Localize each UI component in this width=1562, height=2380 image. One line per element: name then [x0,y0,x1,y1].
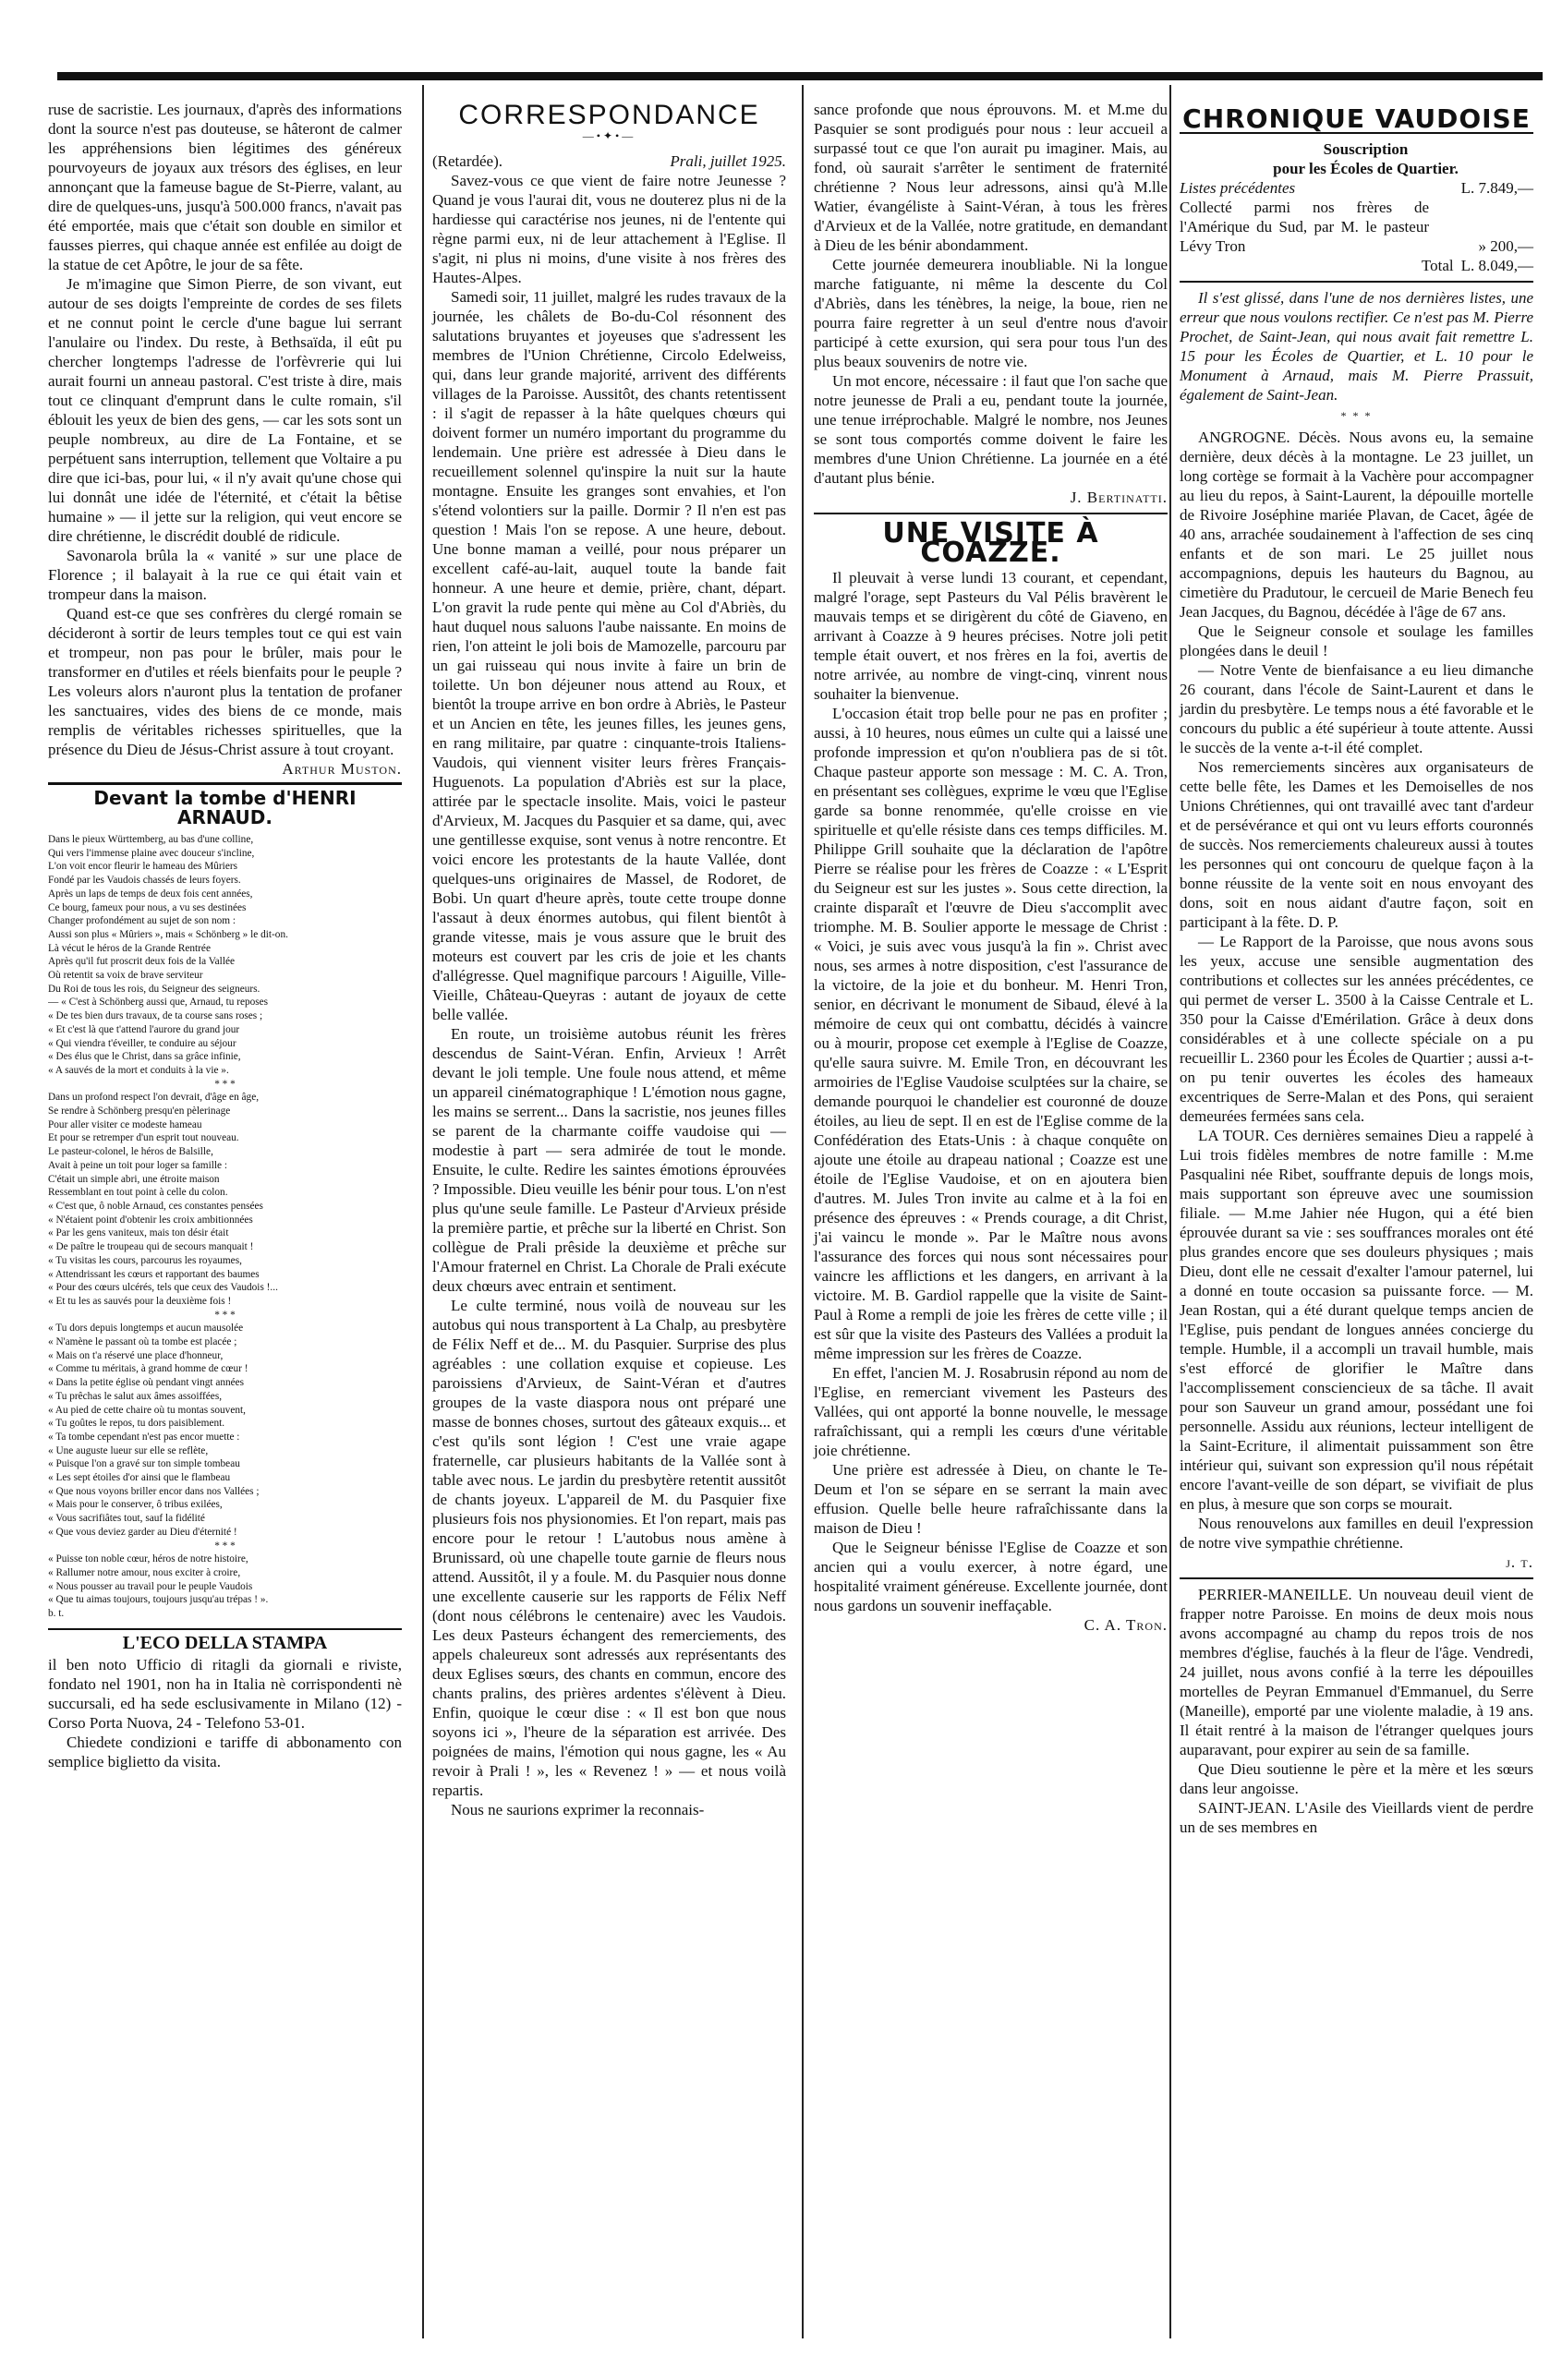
poem-line: C'était un simple abri, une étroite maison [48,1173,220,1185]
poem-line: « Et c'est là que t'attend l'aurore du grand jour [48,1023,240,1035]
article-paragraph: Cette journée demeurera inoubliable. Ni la longue marche fatiguante, ni même la descente du Col d'Abriès, dans les ténèbres, la neige, la boue, rien ne pourra faire regretter à un seul d'entre nous d'avoir participé à cette exursion, qui sera pour tous l'un des plus beaux souvenirs de notre vie. [814,256,1168,370]
section-title: CHRONIQUE VAUDOISE [1180,109,1533,134]
article-paragraph: Nous ne saurions exprimer la reconnais- [451,1801,705,1818]
poem-line: « Au pied de cette chaire où tu montas souvent, [48,1404,246,1416]
erratum: Il s'est glissé, dans l'une de nos dernières listes, une erreur que nous voulons rectifier. Ce n'est pas M. Pierre Prochet, de Saint-Jean, qui nous avait fait remettre L. 15 pour les Écoles de Quartier, et L. 10 pour le Monument à Arnaud, mais M. Pierre Prassuit, également de Saint-Jean. [1180,289,1533,404]
poem-line: « Que nous voyons briller encor dans nos Vallées ; [48,1485,260,1497]
poem-line: « Qui viendra t'éveiller, te conduire au séjour [48,1037,236,1049]
article-paragraph: L'occasion était trop belle pour ne pas en profiter ; aussi, à 10 heures, nous eûmes un culte qui a laissé une profonde impression et qu'on n'oubliera pas de si tôt. Chaque pasteur apporte son message : M. C. A. Tron, en présentant ses collègues, exprime le vœu que l'Eglise garde sa bonne renommée, qu'elle croisse en vie spirituelle et qu'elle résiste dans ces temps difficiles. M. Philippe Grill souhaite que la déclaration de l'apôtre Pierre se réalise pour les frères de Coazze : « L'Esprit du Seigneur est sur les justes ». Sous cette direction, la crainte disparaît et l'œuvre de Dieu s'accomplit avec triomphe. M. B. Soulier apporte le message de Christ : « Voici, je suis avec vous jusqu'à la fin ». Christ avec nous, ses armes à notre disposition, c'est l'assurance de la victoire, de la joie et du bonheur. M. Henri Tron, senior, en décrivant le monument de Sibaud, élevé à la mémoire de ceux qui ont combattu, décidés à vaincre ou à mourir, propose cet exemple à l'Eglise de Coazze, qu'elle saura suivre. M. Emile Tron, en découvrant les armoiries de l'Eglise Vaudoise sculptées sur la chaire, se demande pourquoi le chandelier est couronné de douze étoiles, au lieu de sept. Il en est de l'Eglise comme de la Confédération des Etats-Unis : à chaque conquête on ajoute une étoile au drapeau national ; Coazze est une étoile de l'Eglise Vaudoise, et on en ajoutera bien d'autres. M. Jules Tron invite au calme et à la foi en présence des épreuves : « Prends courage, a dit Christ, j'ai vaincu le monde ». Par le Maître nous avons l'assurance des forces qui nous sont nécessaires pour vaincre les afflictions et les dangers, en arrivant à la victoire. M. B. Gardiol rappelle que la visite de Saint-Paul à Rome a rempli de joie les frères de cette ville ; il est sûr que la visite des Pasteurs des Vallées a produit la même impression sur les frères de Coazze. [814,705,1168,1362]
poem-line: Qui vers l'immense plaine avec douceur s'incline, [48,847,255,859]
poem-line: « Dans la petite église où pendant vingt années [48,1377,245,1389]
section-title: UNE VISITE À COAZZE. [882,517,1099,569]
poem-line: Ce bourg, fameux pour nous, a vu ses destinées [48,901,247,913]
eco-text-2: Chiedete condizioni e tariffe di abbonamento con semplice biglietto da visita. [48,1733,402,1770]
poem-line: Le pasteur-colonel, le héros de Balsille, [48,1146,213,1158]
poem-line: Là vécut le héros de la Grande Rentrée [48,942,211,954]
poem-line: « Comme tu méritais, à grand homme de cœur ! [48,1363,248,1375]
eco-title: L'ECO DELLA STAMPA [48,1628,402,1653]
column-4 [1180,100,1533,1837]
poem-line: « Puisque l'on a gravé sur ton simple tombeau [48,1458,240,1470]
article-signature: C. A. Tron. [1084,1616,1168,1634]
poem-line: « Pour des cœurs ulcérés, tels que ceux des Vaudois !... [48,1282,278,1294]
separator [1180,281,1533,283]
poem-line: « Mais on t'a réservé une place d'honneur, [48,1349,224,1361]
poem-line: Fondé par les Vaudois chassés de leurs foyers. [48,875,241,887]
poem-line: « Tu visitas les cours, parcourus les royaumes, [48,1254,242,1266]
column-3 [814,100,1168,1635]
dateline-right: Prali, juillet 1925. [670,152,786,170]
poem-line: « Et tu les as sauvés pour la deuxième fois ! [48,1295,232,1307]
poem-stanza-separator: * * * [214,1309,236,1321]
ornament: —•✦•— [582,129,636,142]
article-paragraph: LA TOUR. Ces dernières semaines Dieu a rappelé à Lui trois fidèles membres de notre famille : M.me Pasqualini née Ribet, souffrante depuis de longs mois, mais supportant son épreuve avec une soumission filiale. — M.me Jahier née Hugon, qui a été bien éprouvée durant sa vie : ses souffrances morales ont été plus grandes encore que ses douleurs physiques ; mais Dieu, dont elle ne cessait d'exalter l'amour paternel, lui a donné en toute occasion sa puissante force. — M. Jean Rostan, qui a été durant quelque temps ancien de l'Eglise, puis pendant de longues années concierge du temple. Humble, il a accompli un travail humble, mais s'est efforcé de glorifier le Maître dans l'accomplissement consciencieux de sa tâche. Il avait pour son Sauveur un grand amour, possédant une foi personnelle. Assidu aux réunions, lecteur intelligent de la Saint-Ecriture, il alimentait puissamment son être intérieur qui, suivant son expression qu'il nous répétait encore l'avant-veille de son départ, se vivifiait de plus en plus, à mesure que son corps se mourait. [1180,1127,1533,1513]
dateline [432,151,786,171]
poem-line: Pour aller visiter ce modeste hameau [48,1118,202,1130]
poem-line: « Tu dors depuis longtemps et aucun mausolée [48,1323,244,1335]
poem-title: Devant la tombe d'HENRI ARNAUD. [48,782,402,828]
poem-signature: b. t. [48,1608,65,1620]
subscription-total [1180,256,1533,275]
article-paragraph: Savonarola brûla la « vanité » sur une place de Florence ; il balayait à la rue ce qui était vain et trompeur dans la maison. [48,547,402,603]
poem-line: « Ta tombe cependant n'est pas encor muette : [48,1431,240,1443]
row-label: Collecté parmi nos frères de l'Amérique du Sud, par M. le pasteur Lévy Tron [1180,199,1429,255]
subheading: Souscription [1323,140,1409,158]
row-value: L. 7.849,— [1460,179,1533,197]
article-paragraph: Le culte terminé, nous voilà de nouveau sur les autobus qui nous transportent à La Chalp, au presbytère de Félix Neff et de... M. du Pasquier. Surprise des plus agréables : une collation exquise et copieuse. Les paroissiens d'Arvieux, de Saint-Véran et d'autres groupes de la vaste diaspora nous ont préparé une masse de bonnes choses, surtout des gâteaux exquis... et c'est qu'ils sont légion ! C'est une vraie agape fraternelle, car plusieurs habitants de la Vallée sont à table avec nous. Le jardin du presbytère retentit aussitôt de chants joyeux. L'appareil de M. du Pasquier fixe plusieurs fois nos physionomies. Et l'on repart, mais pas encore pour le retour ! L'autobus nous amène à Brunissard, où une chapelle toute garnie de fleurs nous attend. Aussitôt, il y a foule. M. du Pasquier nous donne une excellente causerie sur les rapports de Félix Neff (dont nous célébrons le centenaire) avec les Vaudois. Les deux Pasteurs échangent des remerciements, des appels chaleureux sont adressés aux représentants des deux Eglises sœurs, des chants en commun, encore des chants pralins, des prières ardentes s'élèvent à Dieu. Enfin, quoique le cœur dise : « Il est bon que nous soyons ici », l'heure de la séparation est arrivée. Des poignées de mains, l'émotion qui nous gagne, les « Au revoir à Prali ! », les « Revenez ! » — et nous voilà repartis. [432,1297,786,1799]
article-paragraph: SAINT-JEAN. L'Asile des Vieillards vient de perdre un de ses membres en [1180,1799,1533,1836]
separator [814,513,1168,514]
article-paragraph: Nous renouvelons aux familles en deuil l'expression de notre vive sympathie chrétienne. [1180,1515,1533,1552]
poem-stanza-separator: * * * [214,1540,236,1552]
poem-line: « N'étaient point d'obtenir les croix ambitionnées [48,1214,253,1226]
column-1 [48,100,402,1771]
poem-line: Après un laps de temps de deux fois cent années, [48,888,253,900]
article-paragraph: Quand est-ce que ses confrères du clergé romain se décideront à sortir de leurs temples tout ce qui est vain et trompeur, non pas pour le brûler, mais pour le transformer en d'utiles et réels bienfaits pour le peuple ? Les voleurs alors n'auront plus la tentation de profaner les sanctuaires, vides des biens de ce monde, mais remplis de véritables richesses spirituelles, que la présence du Dieu de Jésus-Christ assure à tout croyant. [48,605,402,758]
poem-line: « Que tu aimas toujours, toujours jusqu'au trépas ! ». [48,1594,269,1606]
poem-line: « Nous pousser au travail pour le peuple Vaudois [48,1580,253,1592]
poem-line: Avait à peine un toit pour loger sa famille : [48,1159,227,1171]
top-rule [57,72,1543,80]
subheading: pour les Écoles de Quartier. [1273,160,1459,177]
article-paragraph: sance profonde que nous éprouvons. M. et M.me du Pasquier se sont prodigués pour nous : leur accueil a surpassé tout ce que l'on aurait pu imaginer. Mais, au fond, où saurait s'arrêter le sentiment de fraternité chrétienne ? Nous leur adressons, ainsi qu'à M.lle Watier, évangéliste à Saint-Véran, à tous les frères d'Arvieux et de la Vallée, notre gratitude, en demandant à Dieu de les bénir abondamment. [814,101,1168,254]
total-value: L. 8.049,— [1460,257,1533,274]
poem-line: Où retentit sa voix de brave serviteur [48,970,203,982]
article-paragraph: ruse de sacristie. Les journaux, d'après des informations dont la source n'est pas douteuse, se hâteront de calmer les appréhensions bien légitimes des généreux pourvoyeurs de joyaux aux trésors des églises, en leur annonçant que la fameuse bague de St-Pierre, valant, au dire de quelques-uns, jusqu'à 500.000 francs, n'avait pas été emportée, mais que c'était son double en similor et fausses pierres, qui chaque année est enfilée au doigt de la statue de cet Apôtre, le jour de sa fête. [48,101,402,273]
article-paragraph: — Notre Vente de bienfaisance a eu lieu dimanche 26 courant, dans l'école de Saint-Laurent et dans le jardin du presbytère. Le temps nous a été favorable et le concours du public a été supérieur à toute attente. Aussi le succès de la vente a-t-il été complet. [1180,661,1533,756]
article-paragraph: PERRIER-MANEILLE. Un nouveau deuil vient de frapper notre Paroisse. En moins de deux mois nous avons accompagné au champ du repos trois de nos membres d'église, fauchés à la fleur de l'âge. Vendredi, 24 juillet, nous avons confié à la terre les dépouilles mortelles de Peyran Emmanuel d'Emmanuel, du Serre (Maneille), emporté par une violente maladie, à 19 ans. Il était rentré à la maison de l'étranger quelques jours auparavant, pour expirer au sein de sa famille. [1180,1586,1533,1758]
poem-line: « De paître le troupeau qui de secours manquait ! [48,1241,254,1253]
poem-line: « C'est que, ô noble Arnaud, ces constantes pensées [48,1200,263,1212]
column-2 [432,100,786,1819]
article-signature: Arthur Muston. [282,760,402,778]
poem-line: Dans le pieux Württemberg, au bas d'une colline, [48,834,254,845]
poem-line: « Attendrissant les cœurs et rapportant des baumes [48,1268,260,1280]
poem-line: Après qu'il fut proscrit deux fois de la Vallée [48,956,235,968]
article-signature: J. Bertinatti. [1070,489,1168,506]
poem-line: « Par les gens vaniteux, mais ton désir était [48,1227,229,1239]
section-title: CORRESPONDANCE [458,100,760,130]
poem-line: Changer profondément au sujet de son nom : [48,915,236,927]
article-paragraph: Que le Seigneur console et soulage les familles plongées dans le deuil ! [1180,622,1533,659]
poem-line: Ressemblant en tout point à celle du colon. [48,1187,228,1199]
poem-line: — « C'est à Schönberg aussi que, Arnaud, tu reposes [48,997,269,1009]
article-signature: j. t. [1506,1553,1533,1571]
poem-line: Se rendre à Schönberg presqu'en pèlerinage [48,1105,231,1118]
poem-line: « Des élus que le Christ, dans sa grâce infinie, [48,1051,241,1063]
poem-line: Et pour se retremper d'un esprit tout nouveau. [48,1132,239,1144]
poem-line: « Tu prêchas le salut aux âmes assoiffées, [48,1390,223,1402]
poem-line: « De tes bien durs travaux, de ta course sans roses ; [48,1010,263,1022]
poem-line: « Tu goûtes le repos, tu dors paisiblement. [48,1418,225,1430]
poem-line: « Rallumer notre amour, nous exciter à croire, [48,1566,241,1578]
poem-line: « Une auguste lueur sur elle se reflète, [48,1444,209,1456]
poem-line: « Mais pour le conserver, ô tribus exilées, [48,1499,223,1511]
article-paragraph: Une prière est adressée à Dieu, on chante le Te-Deum et l'on se sépare en se serrant la main avec effusion. Quelle belle heure rafraîchissante dans la maison de Dieu ! [814,1461,1168,1537]
stars-separator: * * * [1340,409,1373,422]
poem-stanza-separator: * * * [214,1078,236,1090]
poem-line: « Que vous deviez garder au Dieu d'éternité ! [48,1526,237,1538]
subscription-row [1180,178,1533,198]
column-divider [422,85,424,2338]
row-label: Listes précédentes [1180,179,1296,197]
eco-text: il ben noto Ufficio di ritagli da giornali e riviste, fondato nel 1901, non ha in Italia nè corrispondenti nè succursali, ed ha sede esclusivamente in Milano (12) - Corso Porta Nuova, 24 - Telefono 53-01. [48,1655,402,1732]
article-paragraph: En route, un troisième autobus réunit les frères descendus de Saint-Véran. Enfin, Arvieux ! Arrêt devant le joli temple. Une foule nous attend, et même un appareil cinématographique ! L'émotion nous gagne, les mains se serrent... Dans la sacristie, nos jeunes filles se parent de la charmante coiffe vaudoise qui — modestie à part — sera admirée de tout le monde. Ensuite, le culte. Redire les saintes émotions éprouvées ? Impossible. Dieu veuille les bénir pour tous. L'on n'est plus qu'une seule famille. Le Pasteur d'Arvieux préside la première partie, et prêche sur la liberté en Christ. Son collègue de Prali prêside la deuxième et prêche sur l'Amour fraternel en Christ. La Chorale de Prali exécute deux chœurs avec entrain et sentiment. [432,1025,786,1295]
article-paragraph: Nos remerciements sincères aux organisateurs de cette belle fête, les Dames et les Demoiselles de nos Unions Chrétiennes, qui ont travaillé avec tant d'ardeur et de persévérance et qui ont vu leurs efforts couronnés de succès. Nos remerciements chaleureux aussi à toutes les personnes qui ont concouru de quelque façon à la bonne réussite de la vente soit en nous envoyant des dons, soit en nous aidant d'autre façon, soit en participant à la fête. D. P. [1180,758,1533,931]
poem-line: « A sauvés de la mort et conduits à la vie ». [48,1064,229,1076]
article-paragraph: Il pleuvait à verse lundi 13 courant, et cependant, malgré l'orage, sept Pasteurs du Val Pélis bravèrent le mauvais temps et se dirigèrent du côté de Giaveno, en arrivant à Coazze à 9 heures précises. Notre joli petit temple était ouvert, et nos frères en la foi, avertis de notre arrivée, au nombre de vingt-cinq, vinrent nous souhaiter la bienvenue. [814,569,1168,703]
total-label: Total [1421,257,1454,274]
column-divider [802,85,804,2338]
poem-line: Du Roi de tous les rois, du Seigneur des seigneurs. [48,983,260,995]
article-paragraph: Un mot encore, nécessaire : il faut que l'on sache que notre jeunesse de Prali a eu, pendant toute la journée, une tenue irréprochable. Malgré le nombre, nos Jeunes se sont tous comportés comme doivent le faire les membres d'une Union Chrétienne. La journée en a été d'autant plus bénie. [814,372,1168,487]
article-paragraph: Que Dieu soutienne le père et la mère et les sœurs dans leur angoisse. [1180,1760,1533,1797]
poem-line: Aussi son plus « Mûriers », mais « Schönberg » le dit-on. [48,928,288,940]
poem-line: « Vous sacrifiâtes tout, sauf la fidélité [48,1513,205,1525]
poem-line: Dans un profond respect l'on devrait, d'âge en âge, [48,1092,260,1104]
poem-line: « Les sept étoiles d'or ainsi que le flambeau [48,1472,231,1484]
article-paragraph: Savez-vous ce que vient de faire notre Jeunesse ? Quand je vous l'aurai dit, vous ne douterez plus ni de la hardiesse qui caractérise nos jeunes, ni de l'entente qui règne parmi eux, ni de leur attachement à l'Eglise. Il s'agit, ni plus ni moins, d'une visite à nos frères des Hautes-Alpes. [432,172,786,286]
dateline-left: (Retardée). [432,152,503,170]
article-paragraph: Samedi soir, 11 juillet, malgré les rudes travaux de la journée, les châlets de Bo-du-Col résonnent des salutations bruyantes et joyeuses que s'adressent les membres de l'Union Chrétienne, Circolo Edelweiss, qui, dans leur grande majorité, arrivent des différents villages de la Paroisse. Aussitôt, des chants retentissent : il s'agit de repasser à la hâte quelques chœurs qui doivent former un numéro important du programme du lendemain. Une prière est adressée à Dieu dans le recueillement solennel qu'inspire la nuit sur la haute montagne. Ensuite les granges sont envahies, et l'on s'étend volontiers sur la paille. Dormir ? Il n'en est pas question ! Mais l'on se repose. A une heure, debout. Une bonne maman a veillé, pour nous préparer un excellent café-au-lait, auquel toute la bande fait honneur. A une heure et demie, prière, chant, départ. L'on gravit la rude pente qui mène au Col d'Abriès, du haut duquel nous saluons l'aube naissante. En moins de rien, l'on atteint le joli bois de Mamozelle, parcouru par un gai ruisseau qui nous invite à faire un brin de toilette. Un bon déjeuner nous attend au Roux, et bientôt la troupe arrive en bon ordre à Abriès, le Pasteur et un Ancien en tête, les jeunes filles, les jeunes gens, en rang militaire, par quatre : cinquante-trois Italiens-Vaudois, qui viennent visiter leurs frères Français-Huguenots. La population d'Abriès est sur la place, attirée par le spectacle insolite. Mais, voici le pasteur d'Arvieux, M. Jacques du Pasquier et sa dame, qui, avec une gentillesse exquise, sont venus à notre rencontre. Et voici encore les protestants de la haute Vallée, dont quelques-uns originaires de Massel, de Rodoret, de Bobi. Un quart d'heure après, toute cette troupe donne l'assaut à deux énormes autobus, qui filent bientôt à grande vitesse, mais je vous assure que le bruit des moteurs est couvert par les cris de joie et les chants d'allégresse. Quel magnifique parcours ! Aiguille, Ville-Vieille, Château-Queyras : autant de joyaux de cette belle vallée. [432,288,786,1023]
column-divider [1169,85,1171,2338]
article-paragraph: ANGROGNE. Décès. Nous avons eu, la semaine dernière, deux décès à la montagne. Le 23 juillet, un long cortège se formait à la Vachère pour accompagner au lieu du repos, à Saint-Laurent, la dépouille mortelle de Rivoire Joséphine mariée Plavan, de Cacet, âgée de 40 ans, arrachée soudainement à l'affection de ses cinq enfants et de son mari. Le 25 juillet nous accompagnions, depuis les hauteurs du Bagnou, au cimetière du Pradutour, le cercueil de Marie Benech feu Jean Jacques, du Bagnou, décédée à l'âge de 67 ans. [1180,429,1533,621]
separator [1180,1577,1533,1579]
subscription-row [1180,198,1533,256]
poem-line: « Puisse ton noble cœur, héros de notre histoire, [48,1553,248,1565]
row-value: » 200,— [1478,237,1533,255]
poem-line: « N'amène le passant où ta tombe est placée ; [48,1336,237,1348]
article-paragraph: Je m'imagine que Simon Pierre, de son vivant, eut autour de ses doigts l'empreinte de cordes de ses filets et ne connut point le cercle d'une bague lui serrant l'anulaire ou l'index. Du reste, à Bethsaïda, il eût pu chercher longtemps l'adresse de l'orfèvrerie qui lui aurait fourni un anneau pastoral. C'est triste à dire, mais tout ce clinquant d'emprunt dans le culte romain, s'il éblouit les yeux de bien des gens, — car les sots sont un peuple nombreux, au dire de La Fontaine, et se perpétuent sans interruption, tellement que Voltaire a pu dire que ici-bas, pour lui, « il n'y avait qu'une chose qui lui donnât une idée de l'éternité, et c'était la bêtise humaine » — il jette sur la religion, qui veut encore se dire chrétienne, le discrédit doublé de ridicule. [48,275,402,545]
article-paragraph: — Le Rapport de la Paroisse, que nous avons sous les yeux, accuse une sensible augmentation des contributions et collectes sur les années précédentes, ce qui permet de verser L. 3500 à la Caisse Centrale et L. 350 pour la Caisse d'Emérilation. Grâce à deux dons considérables et à une collecte spéciale on a pu recueillir L. 2360 pour les Écoles de Quartier ; aussi a-t-on pu tenir ouvertes les écoles des hameaux excentriques de Serre-Malan et des Pons, qui seraient demeurées fermées sans cela. [1180,933,1533,1125]
poem [48,833,402,1607]
poem-line: L'on voit encor fleurir le hameau des Mûriers [48,861,237,873]
article-paragraph: Que le Seigneur bénisse l'Eglise de Coazze et son ancien qui a voulu exercer, à notre égard, une hospitalité vraiment généreuse. Excellente journée, dont nous gardons un souvenir ineffaçable. [814,1539,1168,1614]
article-paragraph: En effet, l'ancien M. J. Rosabrusin répond au nom de l'Eglise, en remerciant vivement les Pasteurs des Vallées, qui ont apporté la bonne nouvelle, le message rafraîchissant, qui a rempli les cœurs d'une véritable joie chrétienne. [814,1364,1168,1459]
